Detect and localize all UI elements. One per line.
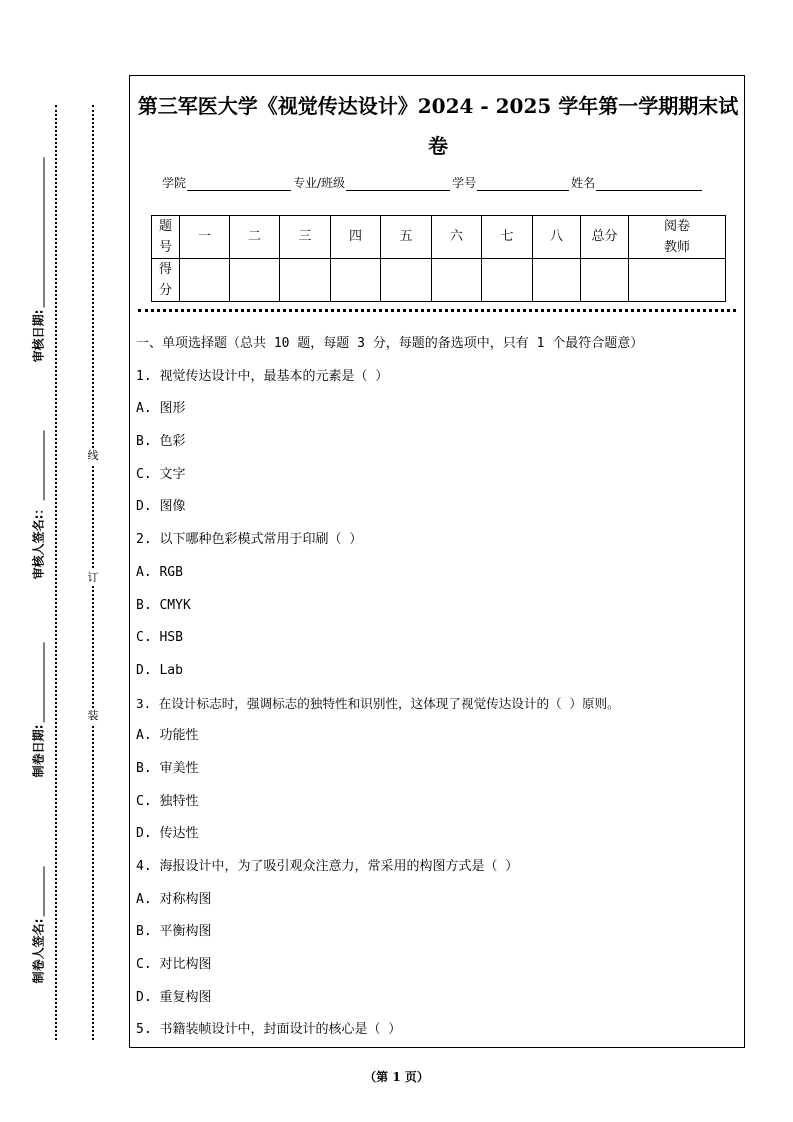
header-cell-7: 七: [482, 216, 533, 259]
score-cell-7[interactable]: [482, 259, 533, 302]
reviewer-signature-label: 审核人签名:：: [31, 502, 46, 580]
question-2-stem: 2. 以下哪种色彩模式常用于印刷（ ）: [136, 532, 363, 548]
score-cell-3[interactable]: [280, 259, 331, 302]
question-1-option-b: B. 色彩: [136, 434, 186, 450]
maker-date-line[interactable]: [32, 643, 45, 723]
student-id-input-line[interactable]: [477, 177, 569, 191]
question-4-option-b: B. 平衡构图: [136, 924, 212, 940]
header-cell-4: 四: [331, 216, 381, 259]
header-cell-3: 三: [280, 216, 331, 259]
header-cell-2: 二: [230, 216, 280, 259]
score-table-score-row: [152, 259, 726, 302]
score-row-label: 得 分: [152, 259, 180, 302]
header-cell-8: 八: [533, 216, 581, 259]
score-cell-8[interactable]: [533, 259, 581, 302]
score-cell-1[interactable]: [180, 259, 230, 302]
maker-signature-label: 制卷人签名:: [31, 918, 46, 984]
question-5-stem: 5. 书籍装帧设计中，封面设计的核心是（ ）: [136, 1022, 402, 1038]
exam-frame: [129, 75, 745, 1048]
score-table: [151, 215, 726, 302]
question-4-stem: 4. 海报设计中，为了吸引观众注意力，常采用的构图方式是（ ）: [136, 859, 519, 874]
question-4-option-a: A. 对称构图: [136, 891, 212, 907]
question-2-option-d: D. Lab: [136, 662, 183, 678]
question-4-option-c: C. 对比构图: [136, 957, 212, 973]
question-2-option-a: A. RGB: [136, 564, 183, 580]
name-input-line[interactable]: [596, 177, 702, 191]
score-table-header-row: [152, 216, 726, 259]
exam-title: [130, 86, 745, 166]
college-label: 学院: [162, 176, 187, 190]
reviewer-date-line[interactable]: [32, 158, 45, 308]
maker-date-field: [30, 643, 47, 778]
student-id-label: 学号: [452, 176, 477, 190]
maker-signature-line[interactable]: [32, 867, 45, 917]
reviewer-date-field: [30, 158, 47, 363]
binding-char-xian: 线: [87, 449, 99, 462]
major-input-line[interactable]: [346, 177, 450, 191]
name-label: 姓名: [571, 176, 596, 190]
question-4-option-d: D. 重复构图: [136, 989, 212, 1005]
exam-title-line2: 卷: [428, 134, 448, 158]
maker-signature-field: [30, 867, 47, 984]
binding-char-ding: 订: [87, 571, 99, 584]
reviewer-signature-line[interactable]: [32, 431, 45, 501]
header-cell-tihao: 题 号: [152, 216, 180, 259]
header-cell-grader: 阅卷 教师: [629, 216, 726, 259]
major-label: 专业/班级: [293, 176, 346, 190]
question-3-option-b: B. 审美性: [136, 760, 199, 776]
score-cell-2[interactable]: [230, 259, 280, 302]
question-3-option-d: D. 传达性: [136, 826, 199, 842]
question-3-option-c: C. 独特性: [136, 793, 199, 809]
section-1-heading: 一、单项选择题（总共 10 题，每题 3 分，每题的备选项中，只有 1 个最符合题意）: [136, 336, 644, 351]
question-3-stem: 3. 在设计标志时，强调标志的独特性和识别性，这体现了视觉传达设计的（ ）原则。: [136, 695, 620, 711]
exam-title-line1: 第三军医大学《视觉传达设计》2024 - 2025 学年第一学期期末试: [137, 94, 739, 118]
score-cell-6[interactable]: [432, 259, 482, 302]
score-cell-total[interactable]: [581, 259, 629, 302]
header-cell-6: 六: [432, 216, 482, 259]
score-cell-4[interactable]: [331, 259, 381, 302]
binding-dotted-line-outer: [55, 105, 57, 1040]
student-info-row: [162, 174, 704, 191]
question-content: [136, 328, 745, 1047]
header-cell-5: 五: [381, 216, 432, 259]
header-cell-1: 一: [180, 216, 230, 259]
question-1-stem: 1. 视觉传达设计中，最基本的元素是（ ）: [136, 368, 389, 384]
binding-char-zhuang: 装: [87, 709, 99, 722]
question-2-option-c: C. HSB: [136, 630, 183, 646]
page-number: （第 1 页）: [364, 1070, 429, 1084]
question-1-option-d: D. 图像: [136, 499, 186, 515]
question-1-option-a: A. 图形: [136, 401, 186, 417]
question-2-option-b: B. CMYK: [136, 597, 191, 613]
question-1-option-c: C. 文字: [136, 466, 186, 482]
college-input-line[interactable]: [187, 177, 291, 191]
question-3-option-a: A. 功能性: [136, 728, 199, 744]
score-cell-5[interactable]: [381, 259, 432, 302]
reviewer-date-label: 审核日期:: [31, 309, 46, 363]
header-cell-total: 总分: [581, 216, 629, 259]
score-cell-grader[interactable]: [629, 259, 726, 302]
reviewer-signature-field: [30, 431, 47, 580]
section-separator: [138, 309, 736, 312]
maker-date-label: 制卷日期:: [31, 724, 46, 778]
